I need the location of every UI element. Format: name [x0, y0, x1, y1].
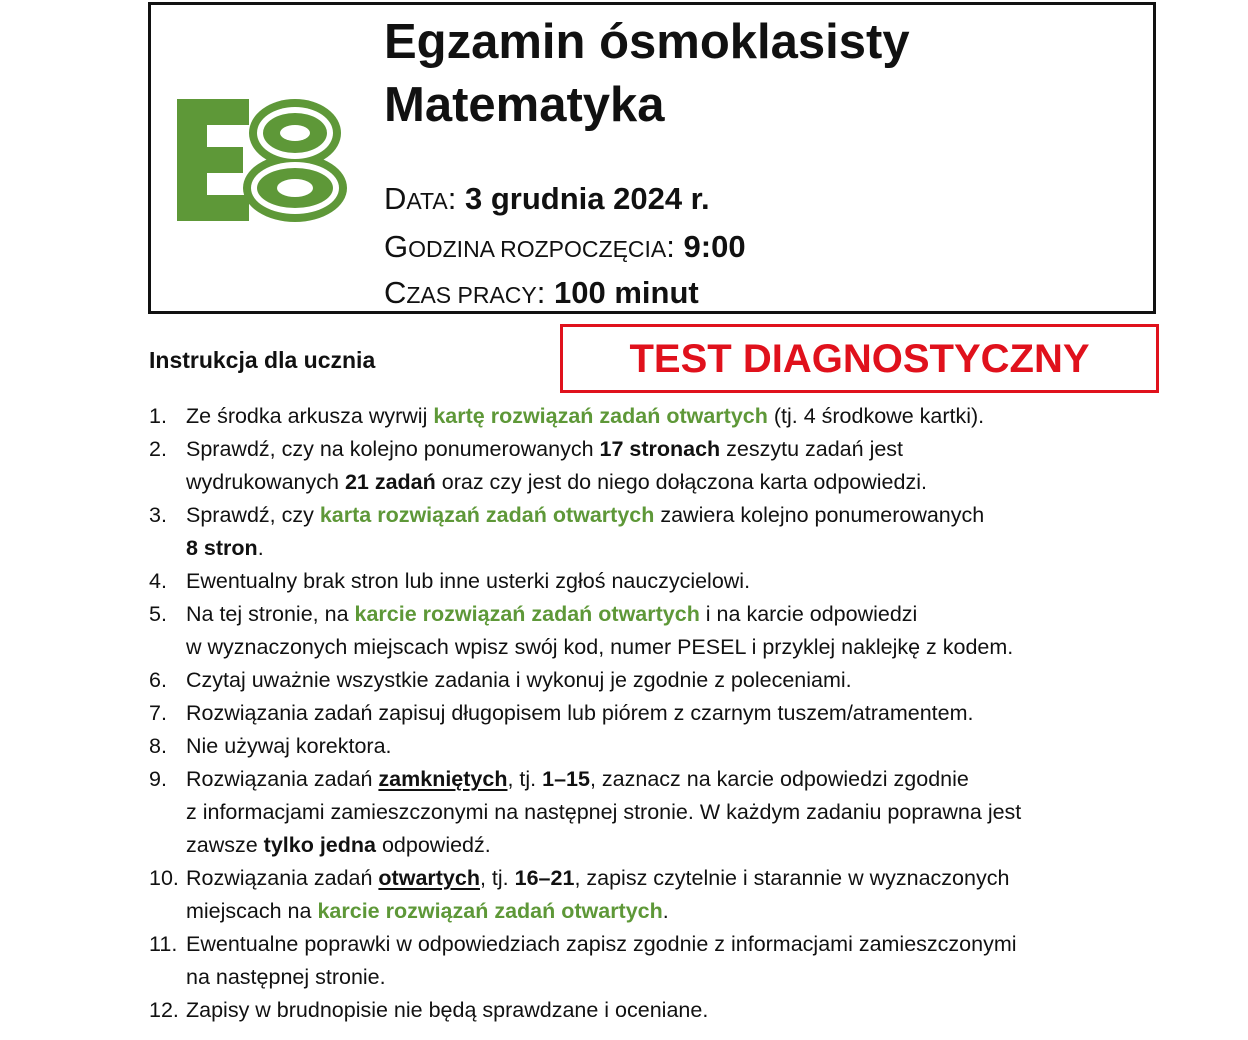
list-item: 8. Nie używaj korektora. [149, 734, 392, 758]
exam-start-value: 9:00 [683, 229, 746, 264]
exam-duration-value: 100 minut [554, 275, 699, 310]
list-item: 9. Rozwiązania zadań zamkniętych, tj. 1–15, zaznacz na karcie odpowiedzi zgodnie z informacjami zamieszczonymi na następnej stronie. W każdym zadaniu poprawna jest zawsze tylko jedna odpowiedź. [149, 767, 1022, 857]
list-item: 10. Rozwiązania zadań otwartych, tj. 16–21, zapisz czytelnie i starannie w wyznaczonych miejscach na karcie rozwiązań zadań otwartych. [149, 866, 1010, 923]
instructions-title: Instrukcja dla ucznia [149, 347, 376, 373]
list-item: 7. Rozwiązania zadań zapisuj długopisem lub piórem z czarnym tuszem/atramentem. [149, 701, 974, 725]
list-item: 12. Zapisy w brudnopisie nie będą sprawdzane i oceniane. [149, 998, 709, 1022]
e8-logo [177, 97, 349, 223]
list-item: 6. Czytaj uważnie wszystkie zadania i wykonuj je zgodnie z poleceniami. [149, 668, 852, 692]
exam-subject: Matematyka [384, 78, 665, 132]
exam-title [384, 11, 910, 137]
exam-header [148, 2, 1156, 314]
exam-date-value: 3 grudnia 2024 r. [464, 181, 710, 216]
list-item: 11. Ewentualne poprawki w odpowiedziach zapisz zgodnie z informacjami zamieszczonymi na następnej stronie. [149, 932, 1017, 989]
exam-duration: CZAS PRACY: 100 minut [384, 275, 699, 310]
exam-start-time: GODZINA ROZPOCZĘCIA: 9:00 [384, 229, 746, 264]
diagnostic-test-stamp: TEST DIAGNOSTYCZNY [560, 324, 1159, 393]
list-item: 1. Ze środka arkusza wyrwij kartę rozwiązań zadań otwartych (tj. 4 środkowe kartki). [149, 404, 985, 428]
exam-title-line1: Egzamin ósmoklasisty [384, 15, 910, 69]
list-item: 4. Ewentualny brak stron lub inne usterki zgłoś nauczycielowi. [149, 569, 751, 593]
instructions-list [149, 400, 1149, 1027]
list-item: 2. Sprawdź, czy na kolejno ponumerowanych 17 stronach zeszytu zadań jest wydrukowanych 21 zadań oraz czy jest do niego dołączona karta odpowiedzi. [149, 437, 927, 494]
list-item: 5. Na tej stronie, na karcie rozwiązań zadań otwartych i na karcie odpowiedzi w wyznaczonych miejscach wpisz swój kod, numer PESEL i przyklej naklejkę z kodem. [149, 602, 1014, 659]
exam-date: DATA: 3 grudnia 2024 r. [384, 181, 710, 216]
list-item: 3. Sprawdź, czy karta rozwiązań zadań otwartych zawiera kolejno ponumerowanych 8 stron. [149, 503, 985, 560]
